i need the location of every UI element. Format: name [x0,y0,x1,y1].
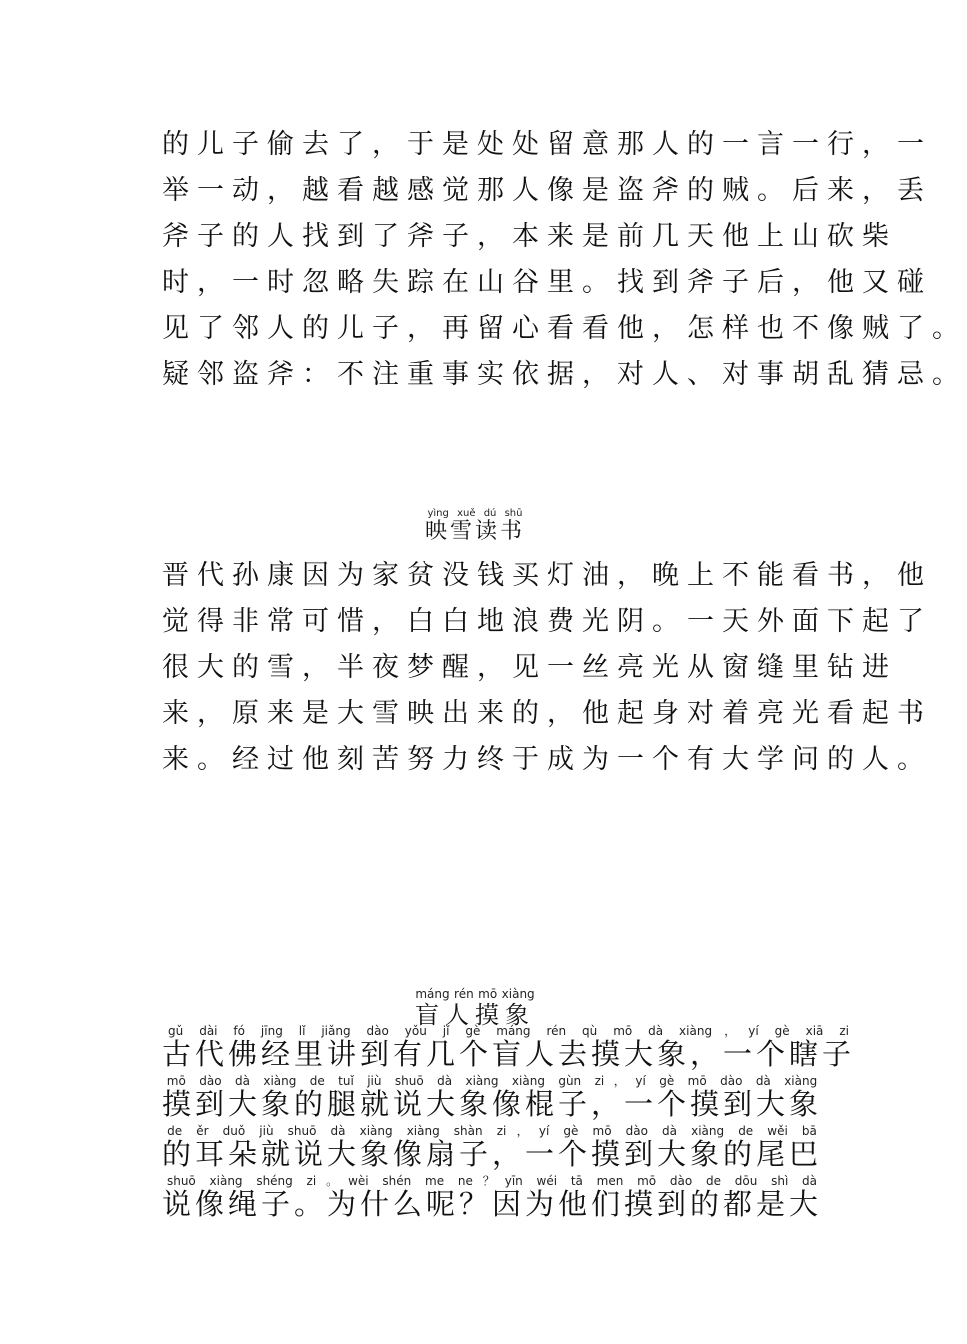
text-line [162,1174,822,1224]
text-line [162,1024,856,1074]
line-pinyin: mō dào dà xiàng de tuǐ jiù shuō dà xiàng xiàng gùn zi，yí gè mō dào dà xiàng [162,1074,823,1088]
line-text: 的耳朵就说大象像扇子，一个摸到大象的尾巴 [162,1137,823,1171]
title-pinyin: máng rén mō xiàng [415,987,535,1001]
line-text: 古代佛经里讲到有几个盲人去摸大象，一个瞎子 [162,1037,856,1071]
line-text: 摸到大象的腿就说大象像棍子，一个摸到大象 [162,1087,823,1121]
line-pinyin: de ěr duǒ jiù shuō dà xiàng xiàng shàn zi，yí gè mō dào dà xiàng de wěi bā [162,1124,822,1138]
text-line: 斧子的人找到了斧子，本来是前几天他上山砍柴 [162,221,897,252]
title-pinyin: yìng xuě dú shū [424,508,525,519]
title-text: 映雪读书 [424,519,525,544]
story-mang-ren-mo-xiang-text [162,1024,856,1224]
text-line: 觉得非常可惜，白白地浪费光阴。一天外面下起了 [162,606,932,637]
story-title-ying-xue-du-shu [0,508,950,545]
text-line: 晋代孙康因为家贫没钱买灯油，晚上不能看书，他 [162,560,932,591]
text-line: 举一动，越看越感觉那人像是盗斧的贼。后来，丢 [162,175,932,206]
story-ying-xue-du-shu-text [162,553,932,783]
line-pinyin: gǔ dài fó jīng lǐ jiǎng dào yǒu jǐ gè máng rén qù mō dà xiàng，yí gè xiā zi [162,1024,855,1038]
line-text: 说像绳子。为什么呢？因为他们摸到的都是大 [162,1187,823,1221]
text-line: 疑邻盗斧：不注重事实依据，对人、对事胡乱猜忌。 [162,359,967,390]
text-line: 来，原来是大雪映出来的，他起身对着亮光看起书 [162,698,932,729]
text-line: 见了邻人的儿子，再留心看看他，怎样也不像贼了。 [162,313,967,344]
text-line [162,1074,822,1124]
text-line [162,1124,822,1174]
text-line: 很大的雪，半夜梦醒，见一丝亮光从窗缝里钻进 [162,652,897,683]
text-line: 来。经过他刻苦努力终于成为一个有大学问的人。 [162,744,932,775]
story-yi-lin-dao-fu-text [162,122,967,398]
title-text: 盲人摸象 [415,1001,535,1029]
line-pinyin: shuō xiàng shéng zi。wèi shén me ne？yīn wéi tā men mō dào de dōu shì dà [162,1174,822,1188]
text-line: 的儿子偷去了，于是处处留意那人的一言一行，一 [162,129,932,160]
text-line: 时，一时忽略失踪在山谷里。找到斧子后，他又碰 [162,267,932,298]
